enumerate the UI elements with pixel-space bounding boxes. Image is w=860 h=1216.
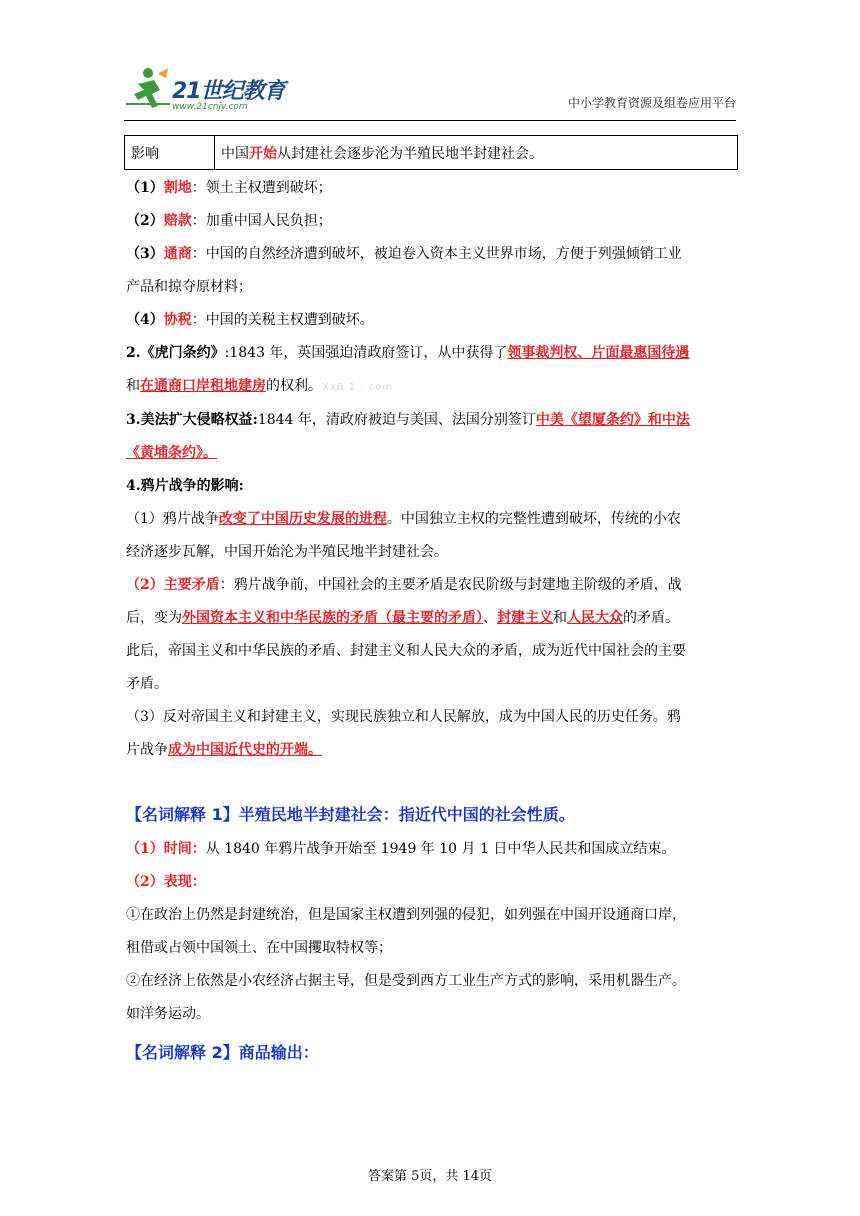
logo-url: www.21cnjy.com bbox=[172, 102, 248, 112]
logo-text: 21世纪教育 bbox=[172, 79, 285, 104]
table-label-cell: 影响 bbox=[125, 136, 215, 170]
humen-treaty-cont: 和在通商口岸租地建房的权利。XxB 1 . com bbox=[126, 378, 394, 394]
term-2-title: 【名词解释 2】商品输出： bbox=[126, 1043, 319, 1062]
influence-table bbox=[124, 135, 738, 170]
term-1-title: 【名词解释 1】半殖民地半封建社会：指近代中国的社会性质。 bbox=[126, 805, 575, 824]
impact-2-cont-3: 矛盾。 bbox=[126, 676, 168, 692]
watermark: XxB 1 . com bbox=[322, 382, 394, 393]
impact-2-cont: 后，变为外国资本主义和中华民族的矛盾（最主要的矛盾）、封建主义和人民大众的矛盾。 bbox=[126, 610, 679, 626]
effect-item-2: （2）赔款：加重中国人民负担； bbox=[126, 213, 332, 229]
highlight-start: 开始 bbox=[249, 145, 277, 162]
humen-treaty: 2.《虎门条约》:1843 年，英国强迫清政府签订，从中获得了领事裁判权、片面最惠国待遇 bbox=[126, 345, 690, 361]
term-1-expr-1: ①在政治上仍然是封建统治，但是国家主权遭到列强的侵犯，如列强在中国开设通商口岸， bbox=[126, 907, 686, 923]
main-content bbox=[126, 172, 736, 1071]
term-1-expression-label: （2）表现： bbox=[126, 874, 206, 890]
term-1-expr-2: ②在经济上依然是小农经济占据主导，但是受到西方工业生产方式的影响，采用机器生产。 bbox=[126, 973, 686, 989]
effect-item-3-cont: 产品和掠夺原材料； bbox=[126, 279, 252, 295]
effect-item-1: （1）割地：领土主权遭到破坏； bbox=[126, 180, 332, 196]
impact-1: （1）鸦片战争改变了中国历史发展的进程。中国独立主权的完整性遭到破坏，传统的小农 bbox=[126, 511, 681, 527]
effect-item-4: （4）协税：中国的关税主权遭到破坏。 bbox=[126, 312, 374, 328]
term-1-expr-2-cont: 如洋务运动。 bbox=[126, 1006, 210, 1022]
term-1-time: （1）时间：从 1840 年鸦片战争开始至 1949 年 10 月 1 日中华人民共和国成立结束。 bbox=[126, 841, 676, 857]
platform-name: 中小学教育资源及组卷应用平台 bbox=[567, 96, 736, 110]
effect-item-3: （3）通商：中国的自然经济遭到破坏，被迫卷入资本主义世界市场，方便于列强倾销工业 bbox=[126, 246, 682, 262]
impact-2-cont-2: 此后，帝国主义和中华民族的矛盾、封建主义和人民大众的矛盾，成为近代中国社会的主要 bbox=[126, 643, 686, 659]
impact-3-cont: 片战争成为中国近代史的开端。 bbox=[126, 742, 322, 758]
table-value-cell: 中国开始从封建社会逐步沦为半殖民地半封建社会。 bbox=[215, 136, 738, 170]
page-footer: 答案第 5页，共 14页 bbox=[367, 1169, 493, 1184]
header-divider bbox=[124, 120, 736, 121]
us-fr-treaties-cont: 《黄埔条约》。 bbox=[126, 445, 217, 461]
impact-heading: 4.鸦片战争的影响: bbox=[126, 478, 244, 494]
page-header bbox=[124, 58, 736, 120]
impact-3: （3）反对帝国主义和封建主义，实现民族独立和人民解放，成为中国人民的历史任务。鸦 bbox=[126, 709, 681, 725]
term-1-expr-1-cont: 租借或占领中国领土、在中国攫取特权等； bbox=[126, 940, 392, 956]
us-fr-treaties: 3.美法扩大侵略权益:1844 年，清政府被迫与美国、法国分别签订中美《望厦条约》和中法 bbox=[126, 412, 690, 428]
impact-2: （2）主要矛盾：鸦片战争前，中国社会的主要矛盾是农民阶级与封建地主阶级的矛盾，战 bbox=[126, 577, 682, 593]
impact-1-cont: 经济逐步瓦解，中国开始沦为半殖民地半封建社会。 bbox=[126, 544, 448, 560]
table-row bbox=[125, 136, 738, 170]
